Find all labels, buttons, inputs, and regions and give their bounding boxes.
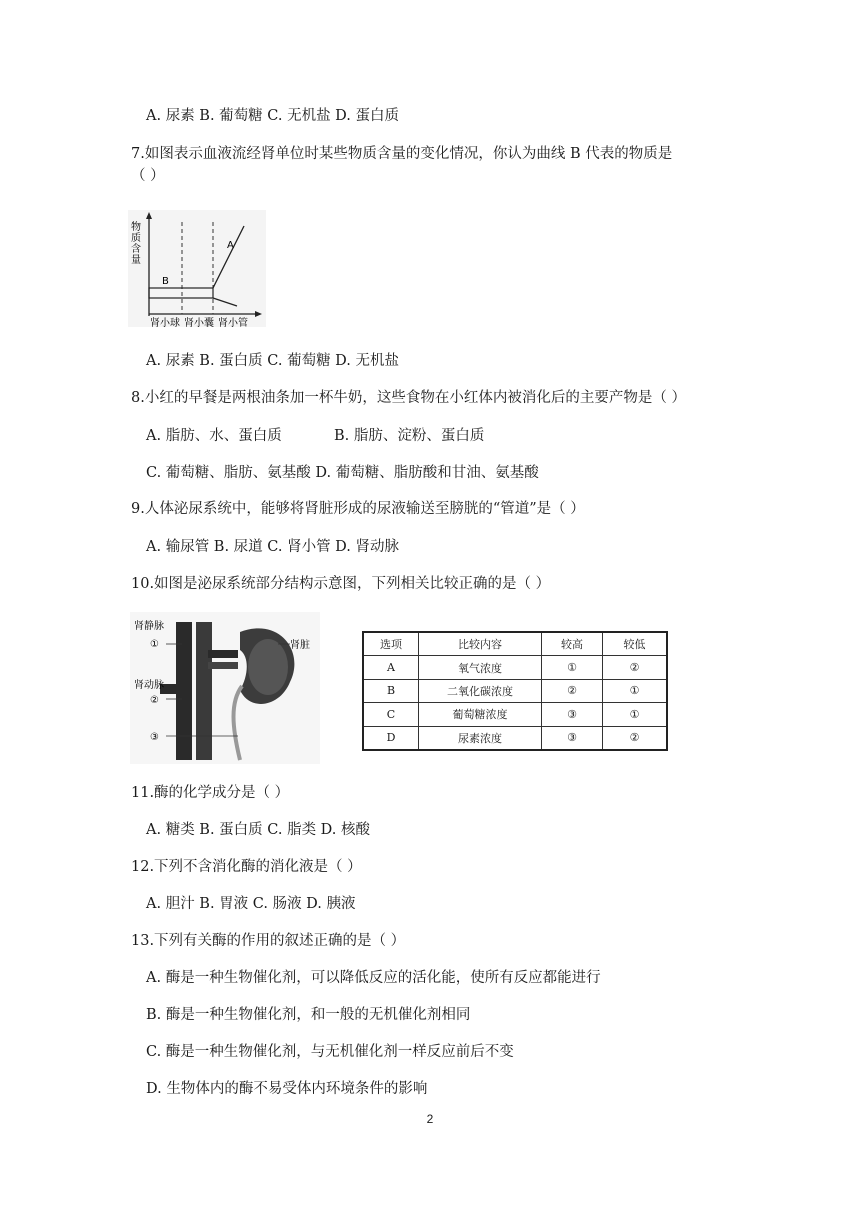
q8-options-cd: C. 葡萄糖、脂肪、氨基酸 D. 葡萄糖、脂肪酸和甘油、氨基酸 <box>146 465 539 481</box>
q11-options: A. 糖类 B. 蛋白质 C. 脂类 D. 核酸 <box>146 822 371 838</box>
q10-stem: 10.如图是泌尿系统部分结构示意图，下列相关比较正确的是（ ） <box>131 576 551 592</box>
q7-y-label-4: 量 <box>131 255 141 266</box>
page-number: 2 <box>426 1112 434 1126</box>
table-cell: 二氧化碳浓度 <box>419 679 542 702</box>
q7-stem-bracket: （ ） <box>131 168 165 184</box>
q10-mark-3: ③ <box>150 732 159 743</box>
q7-curve-a-label: A <box>227 240 234 251</box>
q7-figure <box>128 210 266 327</box>
table-header-cell: 较高 <box>542 632 603 656</box>
q8-stem: 8.小红的早餐是两根油条加一杯牛奶，这些食物在小红体内被消化后的主要产物是（ ） <box>131 390 686 406</box>
table-cell: 氧气浓度 <box>419 656 542 679</box>
q7-curve-b-label: B <box>162 276 169 287</box>
table-cell: A <box>363 656 419 679</box>
table-cell: ③ <box>542 703 603 726</box>
q10-kidney-label: 肾脏 <box>290 640 310 651</box>
q9-options: A. 输尿管 B. 尿道 C. 肾小管 D. 肾动脉 <box>146 539 400 555</box>
table-cell: D <box>363 726 419 750</box>
q13-option-c: C. 酶是一种生物催化剂，与无机催化剂一样反应前后不变 <box>146 1044 514 1060</box>
table-cell: ① <box>542 656 603 679</box>
q11-stem: 11.酶的化学成分是（ ） <box>131 785 290 801</box>
q7-y-label-1: 物 <box>131 222 141 233</box>
q10-vein-label: 肾静脉 <box>134 621 164 632</box>
table-cell: 葡萄糖浓度 <box>419 703 542 726</box>
table-cell: C <box>363 703 419 726</box>
q13-option-a: A. 酶是一种生物催化剂，可以降低反应的活化能，使所有反应都能进行 <box>146 970 601 986</box>
table-row <box>363 703 667 726</box>
q7-stem: 7.如图表示血液流经肾单位时某些物质含量的变化情况，你认为曲线 B 代表的物质是 <box>131 146 673 162</box>
q10-comparison-table <box>362 631 668 751</box>
q10-artery-label: 肾动脉 <box>134 680 164 691</box>
q10-figure <box>130 612 320 764</box>
table-row <box>363 656 667 679</box>
table-header-row <box>363 632 667 656</box>
table-cell: ② <box>603 726 668 750</box>
q10-mark-1: ① <box>150 639 159 650</box>
table-header-cell: 比较内容 <box>419 632 542 656</box>
q10-mark-2: ② <box>150 695 159 706</box>
table-row <box>363 726 667 750</box>
q13-option-d: D. 生物体内的酶不易受体内环境条件的影响 <box>146 1081 428 1097</box>
table-cell: 尿素浓度 <box>419 726 542 750</box>
q12-options: A. 胆汁 B. 胃液 C. 肠液 D. 胰液 <box>146 896 356 912</box>
q12-stem: 12.下列不含消化酶的消化液是（ ） <box>131 859 362 875</box>
q7-options: A. 尿素 B. 蛋白质 C. 葡萄糖 D. 无机盐 <box>146 353 400 369</box>
table-cell: ② <box>603 656 668 679</box>
table-cell: ② <box>542 679 603 702</box>
table-row <box>363 679 667 702</box>
q8-option-b: B. 脂肪、淀粉、蛋白质 <box>334 428 485 444</box>
q7-x-label-3: 肾小管 <box>218 318 248 327</box>
table-header-cell: 选项 <box>363 632 419 656</box>
table-cell: ① <box>603 703 668 726</box>
q7-y-label-3: 含 <box>131 244 141 255</box>
table-cell: ③ <box>542 726 603 750</box>
q8-option-a: A. 脂肪、水、蛋白质 <box>146 428 282 444</box>
table-cell: ① <box>603 679 668 702</box>
q7-y-label-2: 质 <box>131 233 141 244</box>
q13-option-b: B. 酶是一种生物催化剂，和一般的无机催化剂相同 <box>146 1007 471 1023</box>
q7-x-label-1: 肾小球 <box>150 318 180 327</box>
table-cell: B <box>363 679 419 702</box>
q9-stem: 9.人体泌尿系统中，能够将肾脏形成的尿液输送至膀胱的“管道”是（ ） <box>131 501 585 517</box>
q13-stem: 13.下列有关酶的作用的叙述正确的是（ ） <box>131 933 406 949</box>
q6-options: A. 尿素 B. 葡萄糖 C. 无机盐 D. 蛋白质 <box>146 108 400 124</box>
table-header-cell: 较低 <box>603 632 668 656</box>
q7-x-label-2: 肾小囊 <box>184 318 214 327</box>
